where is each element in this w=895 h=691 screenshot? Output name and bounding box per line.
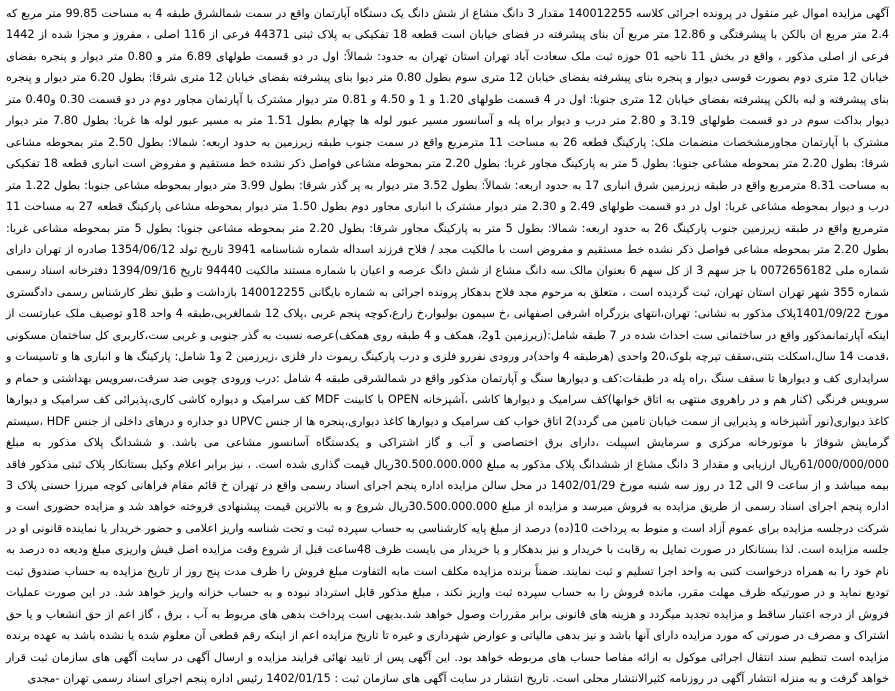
auction-notice-text: آگهی مزایده اموال غیر منقول در پرونده اجرائی کلاسه 140012255 مقدار 3 دانگ مشاع از شش دانگ یک دستگاه آپارتمان واقع در سمت شمالشرق طبقه 4 به مساحت 99.85 متر مربع که 2.4 متر مربع ان بالکن با پیشرفتگی و 12.86 متر مربع آن بنای پیشرفته در فضای خیابان است قطعه 18 تفکیکی به پلاک ثبتی 44371 فرعی از 116 اصلی ، مفروز و مجزا شده از 1442 فرعی از اصلی مذکور ، واقع در بخش 11 ناحیه 01 حوزه ثبت ملک سعادت آباد تهران استان تهران به حدود: شمالاً: اول در دو قسمت طولهای 6.89 متر و 0.80 متر دیوار و پنجره بفضای خیابان 12 متری دوم بصورت قوسی دیوار و پنجره بنای پیشرفته بفضای خیابان 12 متری سوم بطول 0.80 متر دیوا بنای پیشرفته بفضای خیابان 12 متری شرقا: بطول 6.20 متر دیوار و پنجره بنای پیشرفته و لبه بالکن پیشرفته بفضای خیابان 12 متری جنوبا: اول در 4 قسمت طولهای 1.20 و 1 و 4.50 و 0.81 متر دیوار مشترک با آپارتمان مجاور دوم در دو قسمت 0.30 و0.40 متر دیوار بداکت سوم در دو قسمت طولهای 3.19 و 2.80 متر درب و دیوار براه پله و آسانسور مسیر عبور لوله ها چهارم بطول 1.51 متر به مسیر عبور لوله ها غربا: بطول 7.80 متر دیوار مشترک با آپارتمان مجاورمشخصات منضمات ملک: پارکینگ قطعه 26 به مساحت 11 مترمربع واقع در سمت جنوب طبقه زیرزمین به حدود اربعه: شمالا: بطول 2.50 متر بمحوطه مشاعی شرقا: بطول 2.20 متر بمحوطه مشاعی جنوبا: بطول 5 متر به پارکینگ مجاور غربا: بطول 2.20 متر بمحوطه مشاعی فواصل ذکر نشده خط مستقیم و مفروض است انباری قطعه 18 تفکیکی به مساحت 8.31 مترمربع واقع در طبقه زیرزمین شرق انباری 17 به حدود اربعه: شمالاً: بطول 3.52 متر دیوار به پر گذر شرقا: بطول 3.99 متر دیوار بمحوطه مشاعی جنوبا: بطول 1.22 متر درب و دیوار بمحوطه مشاعی غربا: اول در دو قسمت طولهای 2.49 و 2.30 متر دیوار مشترک با انباری مجاور دوم بطول 1.50 متر دیوار بمحوطه مشاعی پارکینگ قطعه 27 به مساحت 11 مترمربع واقع در طبقه زیرزمین جنوب پارکینگ 26 به حدود اربعه: شمالا: بطول 5 متر به پارکینگ مجاور شرقا: بطول 2.20 متر بمحوطه مشاعی جنوبا: بطول 5 متر بمحوطه مشاعی غربا: بطول 2.20 متر بمحوطه مشاعی فواصل ذکر نشده خط مستقیم و مفروض است با مالکیت مجد / فلاح فرزند اسداله شماره شناسنامه 3941 تاریخ تولد 1354/06/12 صادره از تهران دارای شماره ملی 0072656182 با جز سهم 3 از کل سهم 6 بعنوان مالک سه دانگ مشاع از شش دانگ عرصه و اعیان با شماره مستند مالکیت 94440 تاریخ 1394/09/16 دفترخانه اسناد رسمی شماره 355 شهر تهران استان تهران، ثبت گردیده است ، متعلق به مرحوم مجد فلاح بدهکار پرونده اجرائی به شماره بایگانی 140012255 بازداشت و طبق نظر کارشناس رسمی دادگستری مورخ 1401/09/22پلاک مذکور به نشانی: تهران،انتهای بزرگراه اشرفی اصفهانی ،خ سیمون بولیوار،خ زارع،کوچه پنجم غربی ،پلاک 12 شمالغربی،طبقه 4 واحد 18و توصیف ملک عبارتست از اینکه آپارتمانمذکور واقع در ساختمانی ست احداث شده در 7 طبقه شامل:(زیرزمین 1و2، همکف و 4 طبقه روی همکف)عرصه نسبت به گذر جنوبی و غربی ست،کاربری کل ساختمان مسکونی ،قدمت 14 سال،اسکلت بتنی،سقف تیرچه بلوک،20 واحدی (هرطبقه 4 واحد)در ورودی نفررو فلزی و درب پارکینگ ریموت دار فلزی ،زیرزمین 2 و1 شامل: پارکینگ ها و انباری ها و تاسیسات و سرایداری کف و دیوارها تا سقف سنگ ،راه پله در طبقات:کف و دیوارها سنگ و آپارتمان مذکور واقع در شمالشرقی طبقه 4 شامل :درب ورودی چوبی ضد سرقت،سرویس بهداشتی و حمام و سرویس فرنگی (کنار هم و در راهروی منتهی به اتاق خوابها)کف سرامیک و دیوارها کاشی ،آشپزخانه OPEN با کابینت MDF کف سرامیک و دیواره کاشی کاری،پذیرائی کف سرامیک و دیوارها کاغذ دیواری(نور آشپزخانه و پذیرایی از سمت خیابان تامین می گردد)2 اتاق خواب کف سرامیک و دیوارها کاغذ دیواری،پنجره ها از جنس UPVC دو جداره و درهای داخلی از جنس HDF ،سیستم گرمایش شوفاژ با موتورخانه مرکزی و سرمایش اسپیلت ،دارای برق اختصاصی و آب و گاز اشتراکی و یکدستگاه آسانسور مشاعی می باشد. و ششدانگ پلاک مذکور به مبلغ 61/000/000/000ریال ارزیابی و مقدار 3 دانگ مشاع از ششدانگ پلاک مذکور به مبلغ 30.500.000.000ریال قیمت گذاری شده است. ، نیز برابر اعلام وکیل بستانکار پلاک ثبتی مذکور فاقد بیمه میباشد و از ساعت 9 الی 12 در روز سه شنبه مورخ 1402/01/29 در محل سالن مزایده اداره پنجم اجرای اسناد رسمی واقع در تهران خ قائم مقام فراهانی کوچه میرزا حسنی پلاک 3 اداره پنجم اجرای اسناد رسمی از طریق مزایده به فروش میرسد و مزایده از مبلغ 30.500.000.000ریال شروع و به بالاترین قیمت پیشنهادی فروخته خواهد شد و مزایده حضوری است و شرکت درجلسه مزایده برای عموم آزاد است و منوط به پرداخت 10(ده) درصد از مبلغ پایه کارشناسی به حساب سپرده ثبت و تحت شناسه واریز اعلامی و حضور خریدار یا نماینده قانونی او در جلسه مزایده است. لذا بستانکار در صورت تمایل به رقابت با خریدار و نیز بدهکار و یا خریدار می بایست ظرف 48ساعت قبل از شروع وقت مزایده اصل فیش واریزی مبلغ ودیعه ده درصد به نام خود را به همراه درخواست کتبی به واحد اجرا تسلیم و ثبت نمایند. ضمناً برنده مزایده مکلف است مابه التفاوت مبلغ فروش را ظرف مدت پنج روز از تاریخ مزایده به حساب صندوق ثبت تودیع نماید و در صورتیکه ظرف مهلت مقرر، مانده فروش را به حساب سپرده ثبت واریز نکند ، مبلغ مذکور قابل استرداد نبوده و به حساب خزانه واریز خواهد شد. در این صورت عملیات فروش از درجه اعتبار ساقط و مزایده تجدید میگردد و هزینه های قانونی برابر مقررات وصول خواهد شد.بدیهی است پرداخت بدهی های مربوط به آب ، برق ، گاز اعم از حق انشعاب و یا حق اشتراک و مصرف در صورتی که مورد مزایده دارای آنها باشد و نیز بدهی مالیاتی و عوارض شهرداری و غیره تا تاریخ مزایده اعم از اینکه رقم قطعی آن معلوم شده یا نشده باشد به عهده برنده مزایده است تنظیم سند انتقال اجرائی موکول به ارائه مفاصا حساب های مربوطه خواهد بود. این آگهی پس از تایید نهائی فرایند مزایده و ارسال آگهی در سایت آگهی های سازمان ثبت قرار خواهد گرفت و به منزله انتشار آگهی در روزنامه کثیرالانتشار محلی است. تاریخ انتشار در سایت آگهی های سازمان ثبت : 1402/01/15 رئیس اداره پنجم اجرای اسناد رسمی تهران -مجدی [6, 7, 890, 686]
